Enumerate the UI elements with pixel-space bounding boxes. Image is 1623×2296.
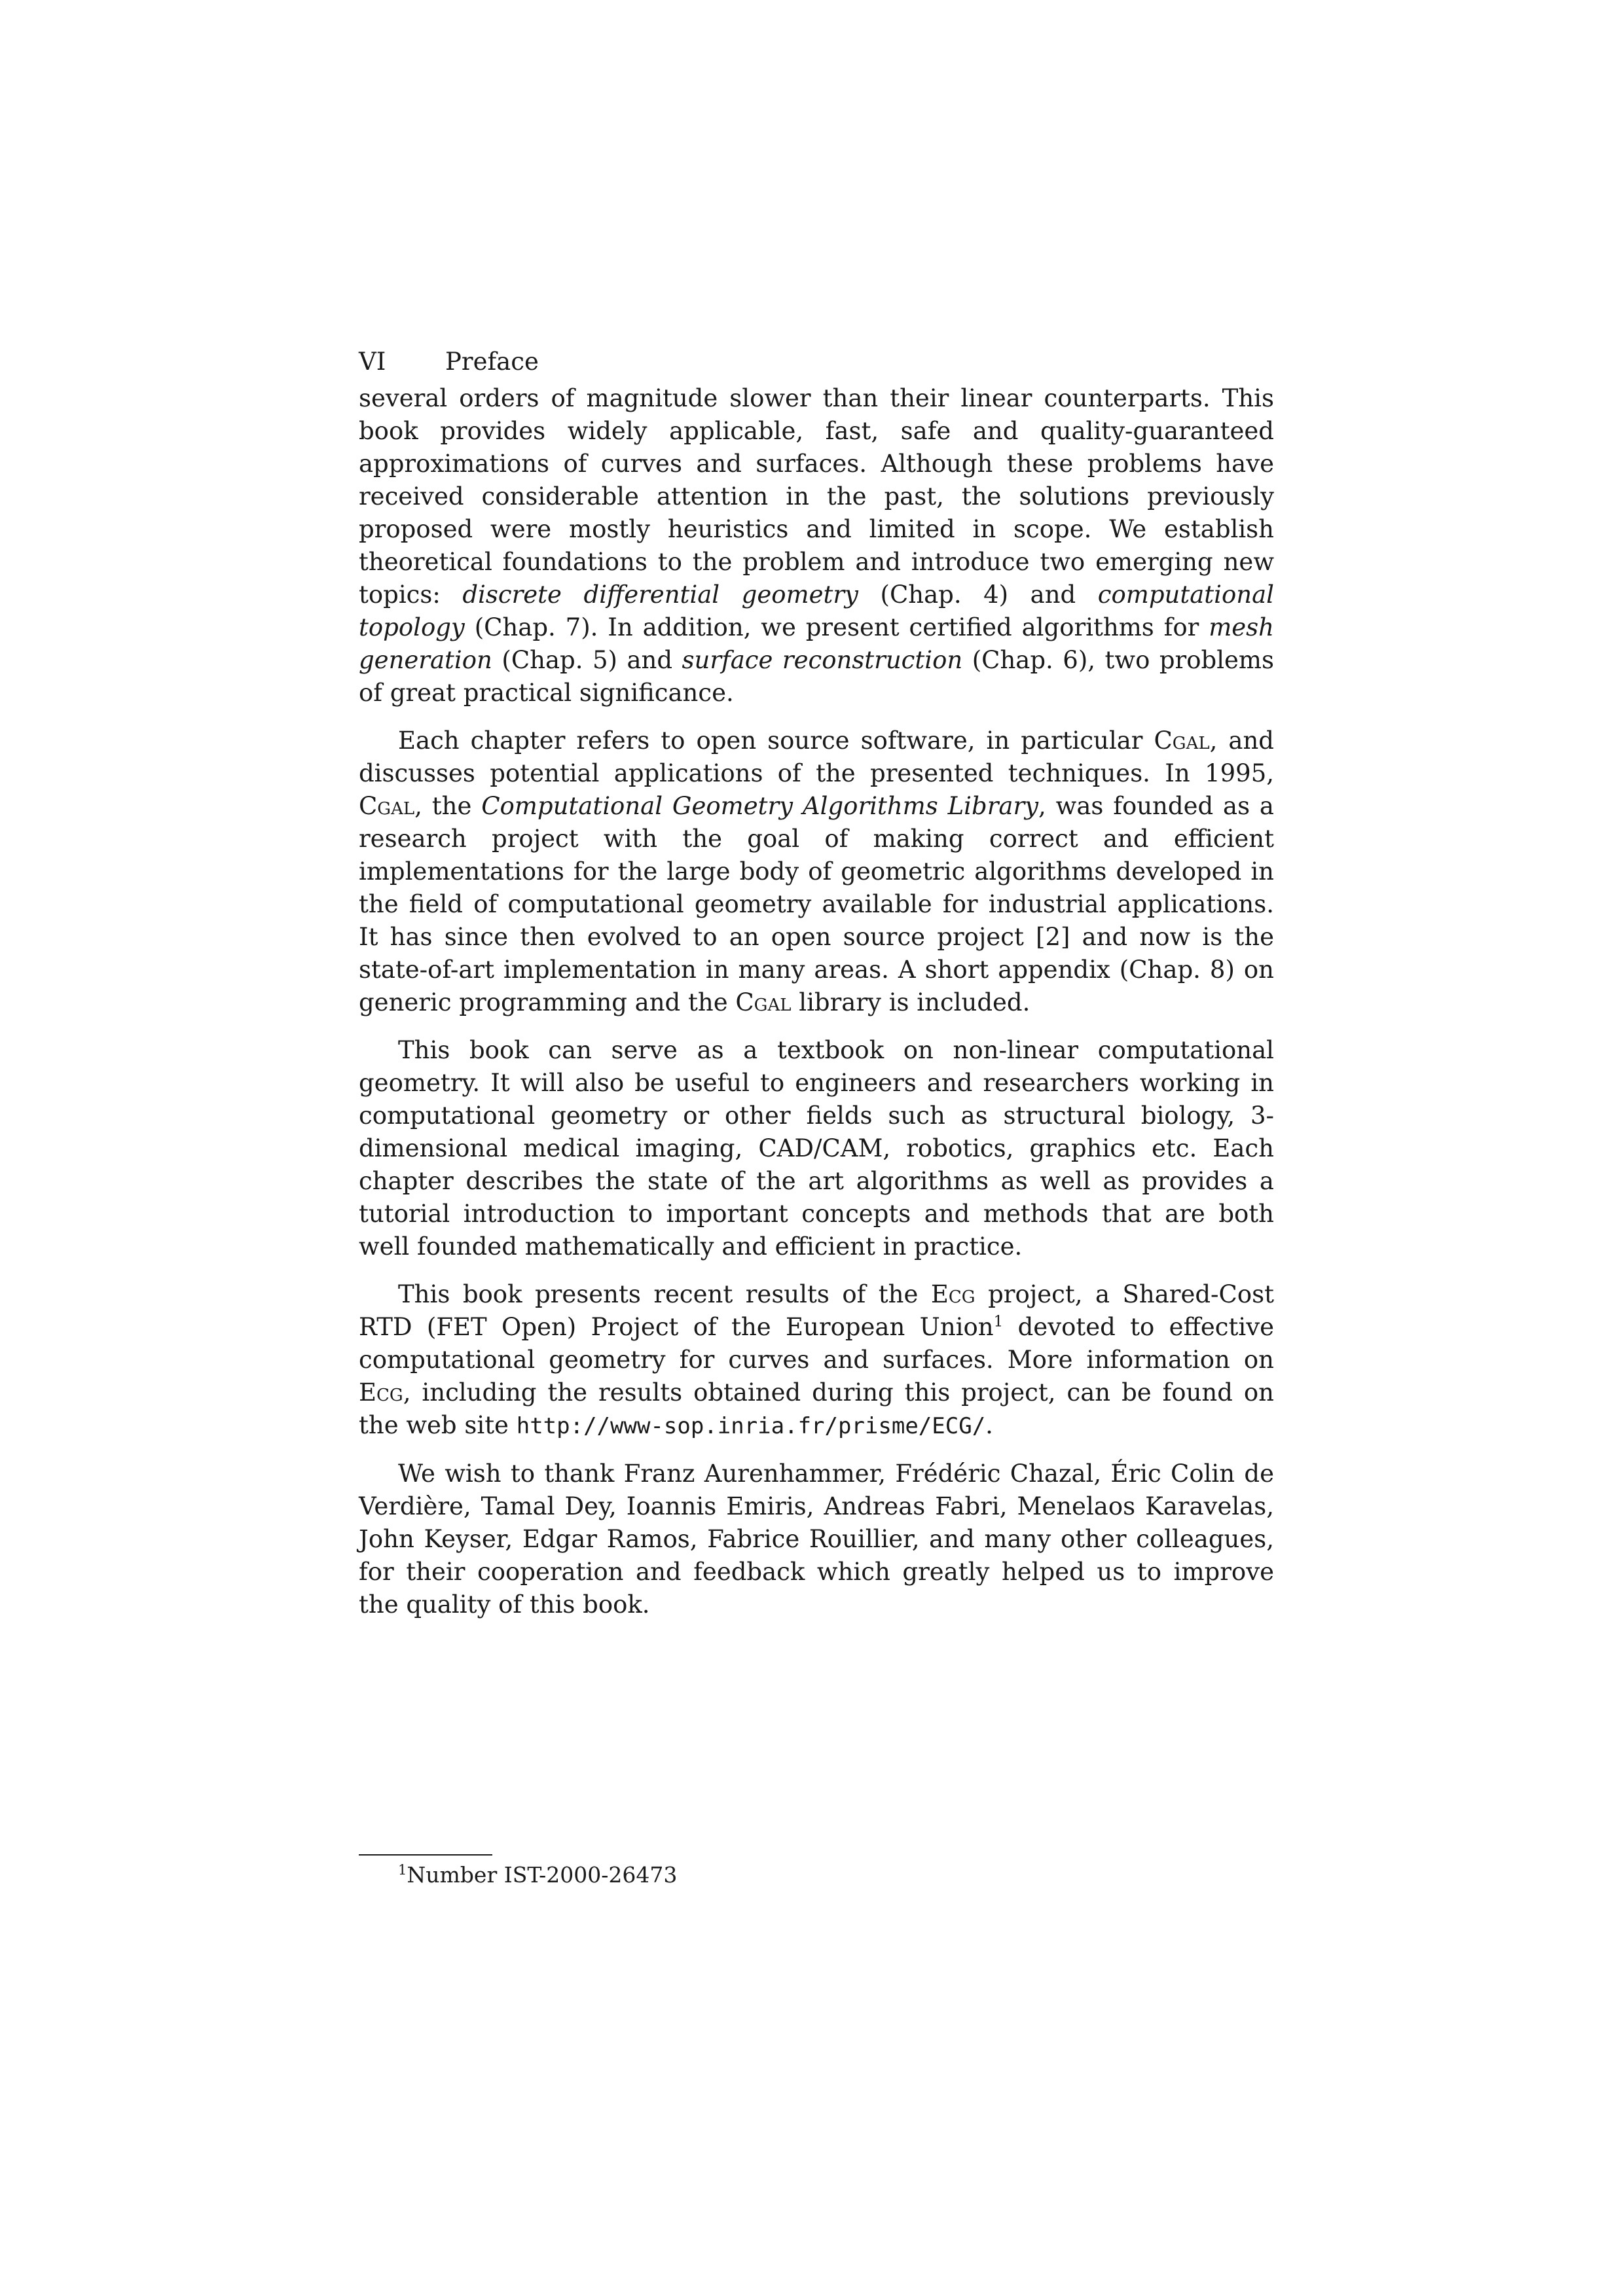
text-run: This book presents recent results of the [398, 1280, 931, 1308]
small-caps-name: Ecg [930, 1280, 976, 1308]
web-url: http://www-sop.inria.fr/prisme/ECG/ [516, 1413, 986, 1439]
italic-term: computational topology [359, 581, 1274, 641]
footnote-mark: 1 [398, 1862, 407, 1878]
small-caps-name: Ecg [359, 1378, 403, 1407]
text-run: , the [414, 792, 482, 820]
text-run: several orders of magnitude slower than their linear counterparts. This book provides widely applicable, fast, safe and quality-guaranteed approximations of curves and surfaces. Although these problems have received considerable attention in the past, the solutions previously proposed were mostly heuristics and limited in scope. We establish theoretical foundations to the problem and introduce two emerging new topics: [359, 384, 1274, 609]
body-text [359, 382, 1274, 1621]
text-run: devoted to effective computational geometry for curves and surfaces. More information on [359, 1313, 1274, 1374]
footnote-rule [359, 1854, 492, 1856]
text-run: , was founded as a research project with the goal of making correct and efficient implementations for the large body of geometric algorithms developed in the field of computational geometry available for industrial applications. It has since then evolved to an open source project [2] and now is the state-of-art implementation in many areas. A short appendix (Chap. 8) on generic programming and the [359, 792, 1274, 1016]
text-run: , including the results obtained during this project, can be found on the web site [359, 1378, 1274, 1439]
footnote-reference: 1 [993, 1313, 1004, 1331]
small-caps-name: Cgal [735, 988, 792, 1016]
text-run: (Chap. 6), two problems of great practical significance. [359, 646, 1274, 707]
text-run: (Chap. 7). In addition, we present certified algorithms for [464, 613, 1209, 641]
page-content [359, 346, 1274, 1621]
paragraph-ecg-project [359, 1278, 1274, 1443]
paragraph-intro-topics [359, 382, 1274, 709]
small-caps-name: Cgal [359, 792, 415, 820]
text-run: , and discusses potential applications of the presented techniques. In 1995, [359, 726, 1274, 787]
italic-term: discrete differential geometry [462, 581, 858, 609]
italic-term: Computational Geometry Algorithms Library [481, 792, 1039, 820]
text-run: Each chapter refers to open source software, in particular [398, 726, 1154, 755]
text-run: This book can serve as a textbook on non-linear computational geometry. It will also be useful to engineers and researchers working in computational geometry or other fields such as structural biology, 3-dimensional medical imaging, CAD/CAM, robotics, graphics etc. Each chapter describes the state of the art algorithms as well as provides a tutorial introduction to important concepts and methods that are both well founded mathematically and efficient in practice. [359, 1036, 1274, 1261]
running-head [359, 346, 1274, 378]
text-run: (Chap. 5) and [492, 646, 682, 674]
text-run: We wish to thank Franz Aurenhammer, Frédéric Chazal, Éric Colin de Verdière, Tamal Dey, Ioannis Emiris, Andreas Fabri, Menelaos Karavelas, John Keyser, Edgar Ramos, Fabrice Rouillier, and many other colleagues, for their cooperation and feedback which greatly helped us to improve the quality of this book. [359, 1460, 1274, 1619]
footnote [398, 1860, 677, 1890]
page-number: VI [359, 348, 386, 376]
text-run: . [985, 1411, 993, 1439]
text-run: (Chap. 4) and [858, 581, 1098, 609]
small-caps-name: Cgal [1154, 726, 1210, 755]
text-run: library is included. [791, 988, 1030, 1016]
footnote-text: Number IST-2000-26473 [407, 1862, 678, 1888]
paragraph-audience [359, 1034, 1274, 1263]
running-head-title: Preface [445, 348, 539, 376]
italic-term: mesh generation [359, 613, 1274, 674]
paragraph-acknowledgements [359, 1458, 1274, 1621]
paragraph-cgal [359, 725, 1274, 1019]
italic-term: surface reconstruction [682, 646, 963, 674]
text-run: project, a Shared-Cost RTD (FET Open) Project of the European Union [359, 1280, 1274, 1341]
